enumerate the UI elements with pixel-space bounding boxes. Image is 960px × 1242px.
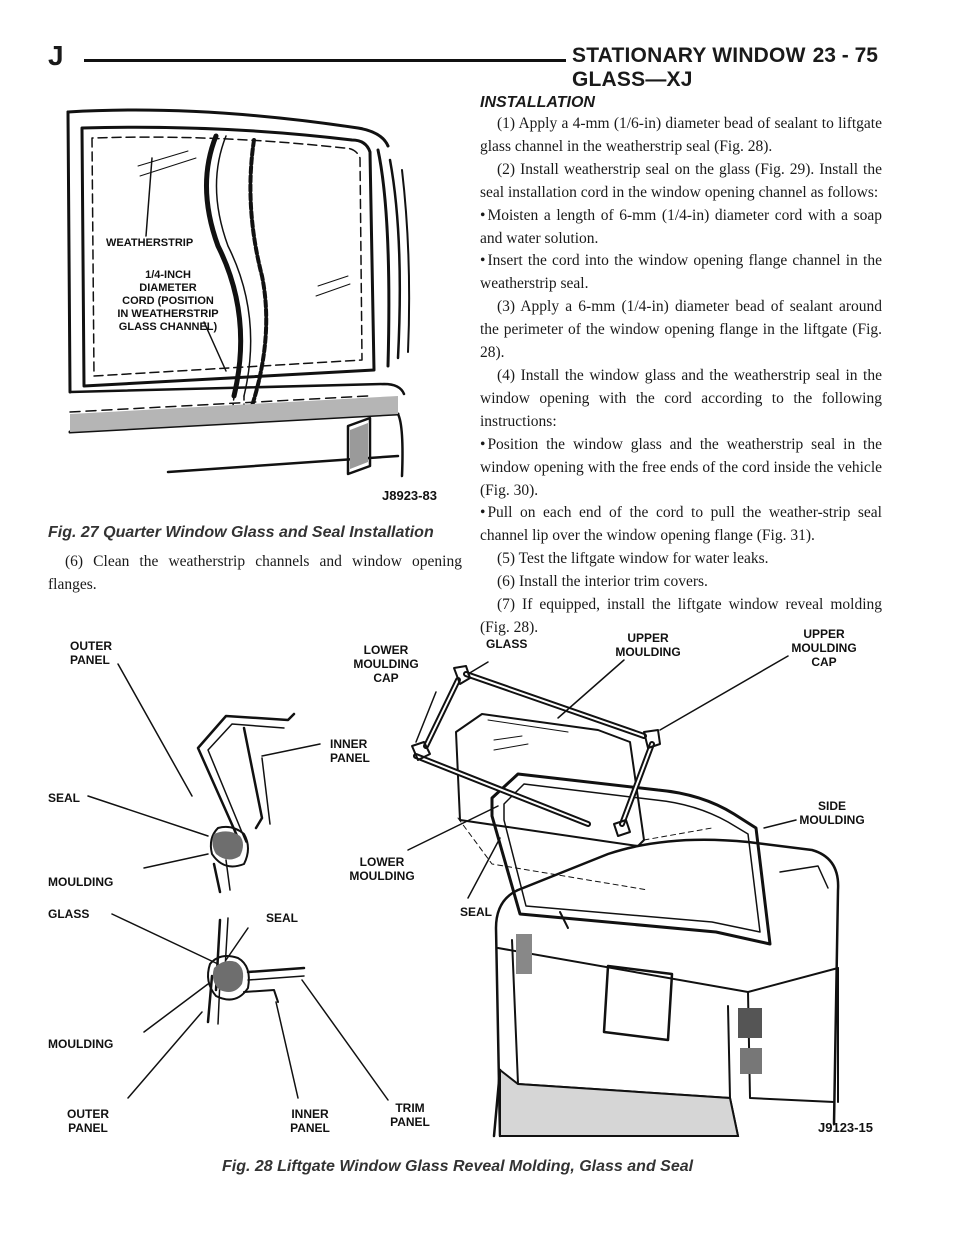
label-outer-panel-b2: PANEL [68,1121,108,1135]
installation-section [480,94,882,640]
fig28-liftgate-illustration [48,628,882,1158]
install-step-3: (3) Apply a 6-mm (1/4-in) diameter bead of sealant around the perimeter of the window opening flange in the liftgate (Fig. 28). [480,298,882,362]
install-step-4: (4) Install the window glass and the weatherstrip seal in the window opening with the cord according to the following instructions: [480,366,882,430]
install-step-2: (2) Install weatherstrip seal on the glass (Fig. 29). Install the seal installation cord in the window opening channel as follows: [480,160,882,201]
label-upper-moulding-2: MOULDING [615,645,681,659]
install-bullet-1: • Moisten a length of 6-mm (1/4-in) diameter cord with a soap and water solution. [480,205,882,251]
label-trim-panel-1: TRIM [395,1101,425,1115]
install-step-7: (7) If equipped, install the liftgate window reveal molding (Fig. 28). [480,596,882,636]
install-bullet-3: • Position the window glass and the weatherstrip seal in the window opening with the free ends of the cord inside the vehicle (Fig. 30). [480,434,882,503]
label-outer-panel-b1: OUTER [67,1107,109,1121]
figure-code-28: J9123-15 [818,1120,873,1135]
label-cord-4: IN WEATHERSTRIP [117,308,219,320]
left-column-text [48,551,462,597]
section-letter: J [48,40,64,71]
label-moulding-2: MOULDING [48,1037,114,1051]
label-seal-1: SEAL [48,791,81,805]
install-step-5: (5) Test the liftgate window for water leaks. [497,550,769,568]
step-6-clean: (6) Clean the weatherstrip channels and window opening flanges. [48,553,462,593]
label-moulding-1: MOULDING [48,875,114,889]
label-cord-5: GLASS CHANNEL) [118,321,218,333]
label-lower-moulding-1: LOWER [359,855,405,869]
label-lower-cap-3: CAP [373,671,399,685]
label-trim-panel-2: PANEL [390,1115,430,1129]
install-step-1: (1) Apply a 4-mm (1/6-in) diameter bead of sealant to liftgate glass channel in the weatherstrip seal (Fig. 28). [480,115,882,155]
page-title: STATIONARY WINDOW GLASS—XJ [572,44,806,91]
label-lower-cap-2: MOULDING [353,657,419,671]
label-inner-panel-b2: PANEL [290,1121,330,1135]
fig27-quarter-window-illustration [48,96,462,520]
label-cord-1: 1/4-INCH [145,269,191,281]
label-side-moulding-2: MOULDING [799,813,865,827]
label-upper-cap-2: MOULDING [791,641,857,655]
header-rule [84,59,566,62]
label-seal-2: SEAL [460,905,493,919]
label-outer-panel-2: PANEL [70,653,110,667]
install-bullet-4: • Pull on each end of the cord to pull the weather-strip seal channel lip over the window opening flange (Fig. 31). [480,502,882,548]
figure-code-27: J8923-83 [382,488,437,503]
label-lower-cap-1: LOWER [363,643,409,657]
installation-heading: INSTALLATION [480,94,595,111]
label-glass-1: GLASS [48,907,90,921]
label-inner-panel-1: INNER [330,737,368,751]
label-weatherstrip: WEATHERSTRIP [106,237,194,249]
label-upper-cap-3: CAP [811,655,837,669]
label-cord-2: DIAMETER [139,282,197,294]
label-upper-moulding-1: UPPER [627,631,669,645]
label-glass-2: GLASS [486,637,528,651]
install-bullet-2: • Insert the cord into the window opening flange channel in the weatherstrip seal. [480,250,882,296]
label-lower-moulding-2: MOULDING [349,869,415,883]
label-inner-panel-b1: INNER [291,1107,329,1121]
label-side-moulding-1: SIDE [817,799,847,813]
fig28-caption: Fig. 28 Liftgate Window Glass Reveal Molding, Glass and Seal [222,1158,694,1175]
page-number: 23 - 75 [812,44,878,67]
fig27-caption: Fig. 27 Quarter Window Glass and Seal Installation [48,524,434,541]
label-upper-cap-1: UPPER [803,628,845,641]
label-outer-panel-1: OUTER [70,639,112,653]
label-seal-3: SEAL [266,911,299,925]
label-cord-3: CORD (POSITION [122,295,214,307]
page-header [48,40,878,91]
install-step-6: (6) Install the interior trim covers. [497,573,708,591]
label-inner-panel-2: PANEL [330,751,370,765]
